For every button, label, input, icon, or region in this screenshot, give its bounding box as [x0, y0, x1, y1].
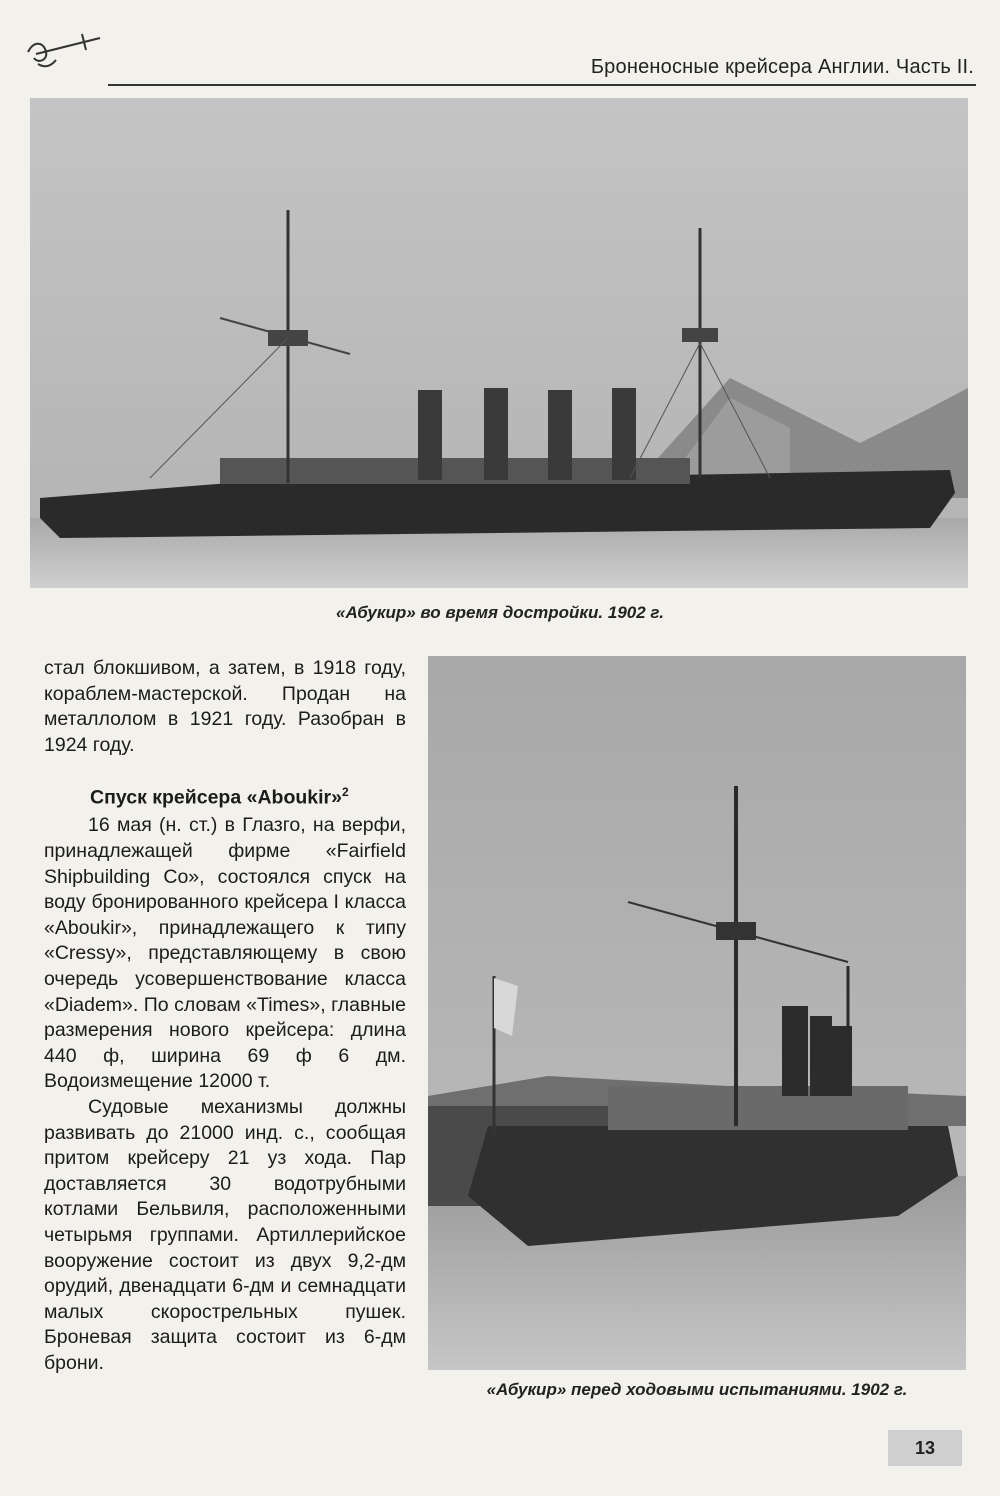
cruiser-fitting-out-photo — [30, 98, 968, 588]
anchor-logo-icon — [22, 30, 102, 74]
cruiser-trials-photo — [428, 656, 966, 1370]
section-title: Спуск крейсера «Aboukir» — [90, 786, 342, 809]
section-heading — [44, 780, 406, 811]
footnote-marker: 2 — [341, 785, 349, 800]
header-divider — [108, 84, 976, 86]
intro-paragraph: стал блокшивом, а затем, в 1918 году, кораблем-мастерской. Продан на металлолом в 1921 году. Разобран в 1924 году. — [44, 657, 406, 756]
paragraph-launch: 16 мая (н. ст.) в Глазго, на верфи, принадлежащей фирме «Fairfield Shipbuilding Co», состоялся спуск на воду бронированного крейсера I класса «Aboukir», принадлежащего к типу «Cressy», представляющему в свою очередь усовершенствование класса «Diadem». По словам «Times», главные размерения нового крейсера: длина 440 ф, ширина 69 ф 6 дм. Водоизмещение 12000 т. — [44, 814, 406, 1093]
page-number: 13 — [888, 1430, 962, 1466]
running-header: Броненосные крейсера Англии. Часть II. — [590, 56, 974, 78]
article-text — [44, 656, 406, 1377]
figure-caption-side: «Абукир» перед ходовыми испытаниями. 1902 г. — [486, 1380, 908, 1399]
figure-caption-top: «Абукир» во время достройки. 1902 г. — [336, 603, 664, 622]
paragraph-machinery: Судовые механизмы должны развивать до 21000 инд. с., сообщая притом крейсеру 21 уз хода. Пар доставляется 30 водотрубными котлами Бельвиля, расположенными четырьмя группами. Артиллерийское вооружение состоит из двух 9,2-дм орудий, двенадцати 6-дм и семнадцати малых скорострельных пушек. Броневая защита состоит из 6-дм брони. — [44, 1096, 406, 1374]
